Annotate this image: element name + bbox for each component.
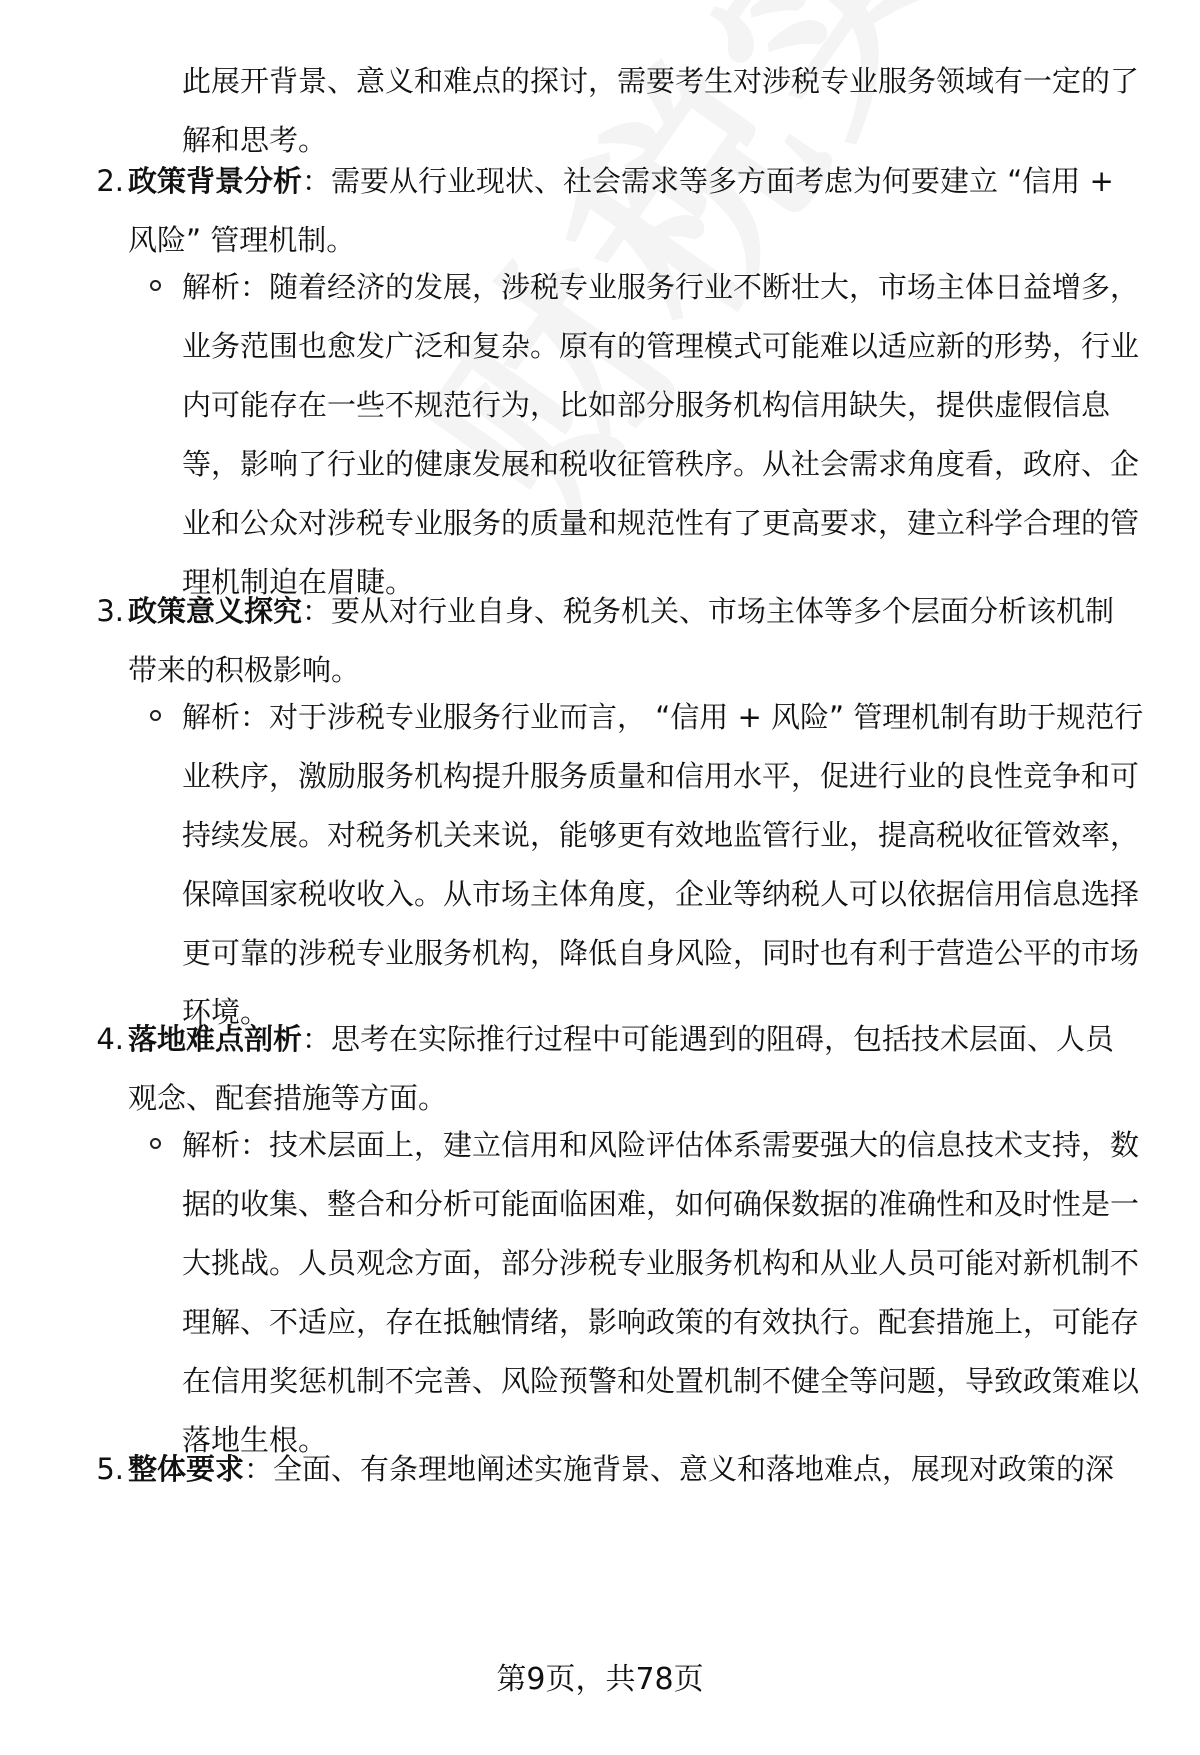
analysis-text: 解析：对于涉税专业服务行业而言， “信用 + 风险” 管理机制有助于规范行业秩序，激励服务机构提升服务质量和信用水平，促进行业的良性竞争和可持续发展。对税务机关来说，能够更有效地监管行业，提高税收征管效率，保障国家税收收入。从市场主体角度，企业等纳税人可以依据信用信息选择更可靠的涉税专业服务机构，降低自身风险，同时也有利于营造公平的市场环境。: [182, 700, 1144, 1029]
list-item-3: [96, 582, 1138, 700]
hollow-bullet-icon: [150, 280, 161, 291]
item-text: ：全面、有条理地阐述实施背景、意义和落地难点，展现对政策的深: [244, 1452, 1115, 1486]
item-title: 政策意义探究: [128, 594, 303, 628]
list-item-4: [96, 1010, 1138, 1128]
list-number: 3.: [96, 594, 124, 628]
page-number-footer: 第9页，共78页: [496, 1662, 704, 1697]
item-text: ：要从对行业自身、税务机关、市场主体等多个层面分析该机制带来的积极影响。: [128, 594, 1115, 687]
continuation-paragraph: 此展开背景、意义和难点的探讨，需要考生对涉税专业服务领域有一定的了解和思考。: [182, 64, 1140, 157]
list-item-2: [96, 152, 1138, 270]
hollow-bullet-icon: [150, 1138, 161, 1149]
analysis-text: 解析：技术层面上，建立信用和风险评估体系需要强大的信息技术支持，数据的收集、整合和分析可能面临困难，如何确保数据的准确性和及时性是一大挑战。人员观念方面，部分涉税专业服务机构和从业人员可能对新机制不理解、不适应，存在抵触情绪，影响政策的有效执行。配套措施上，可能存在信用奖惩机制不完善、风险预警和处置机制不健全等问题，导致政策难以落地生根。: [182, 1128, 1140, 1457]
analysis-item-4: [182, 1116, 1152, 1470]
list-number: 4.: [96, 1022, 124, 1056]
item-title: 政策背景分析: [128, 164, 303, 198]
analysis-item-2: [182, 258, 1152, 612]
analysis-item-3: [182, 688, 1152, 1042]
hollow-bullet-icon: [150, 710, 161, 721]
item-title: 整体要求: [128, 1452, 245, 1486]
item-text: ：思考在实际推行过程中可能遇到的阻碍，包括技术层面、人员观念、配套措施等方面。: [128, 1022, 1115, 1115]
analysis-text: 解析：随着经济的发展，涉税专业服务行业不断壮大，市场主体日益增多，业务范围也愈发广泛和复杂。原有的管理模式可能难以适应新的形势，行业内可能存在一些不规范行为，比如部分服务机构信用缺失，提供虚假信息等，影响了行业的健康发展和税收征管秩序。从社会需求角度看，政府、企业和公众对涉税专业服务的质量和规范性有了更高要求，建立科学合理的管理机制迫在眉睫。: [182, 270, 1140, 599]
list-number: 2.: [96, 164, 124, 198]
item-text: ：需要从行业现状、社会需求等多方面考虑为何要建立 “信用 + 风险” 管理机制。: [128, 164, 1114, 257]
list-item-5: [96, 1440, 1138, 1499]
list-number: 5.: [96, 1452, 124, 1486]
item-title: 落地难点剖析: [128, 1022, 303, 1056]
